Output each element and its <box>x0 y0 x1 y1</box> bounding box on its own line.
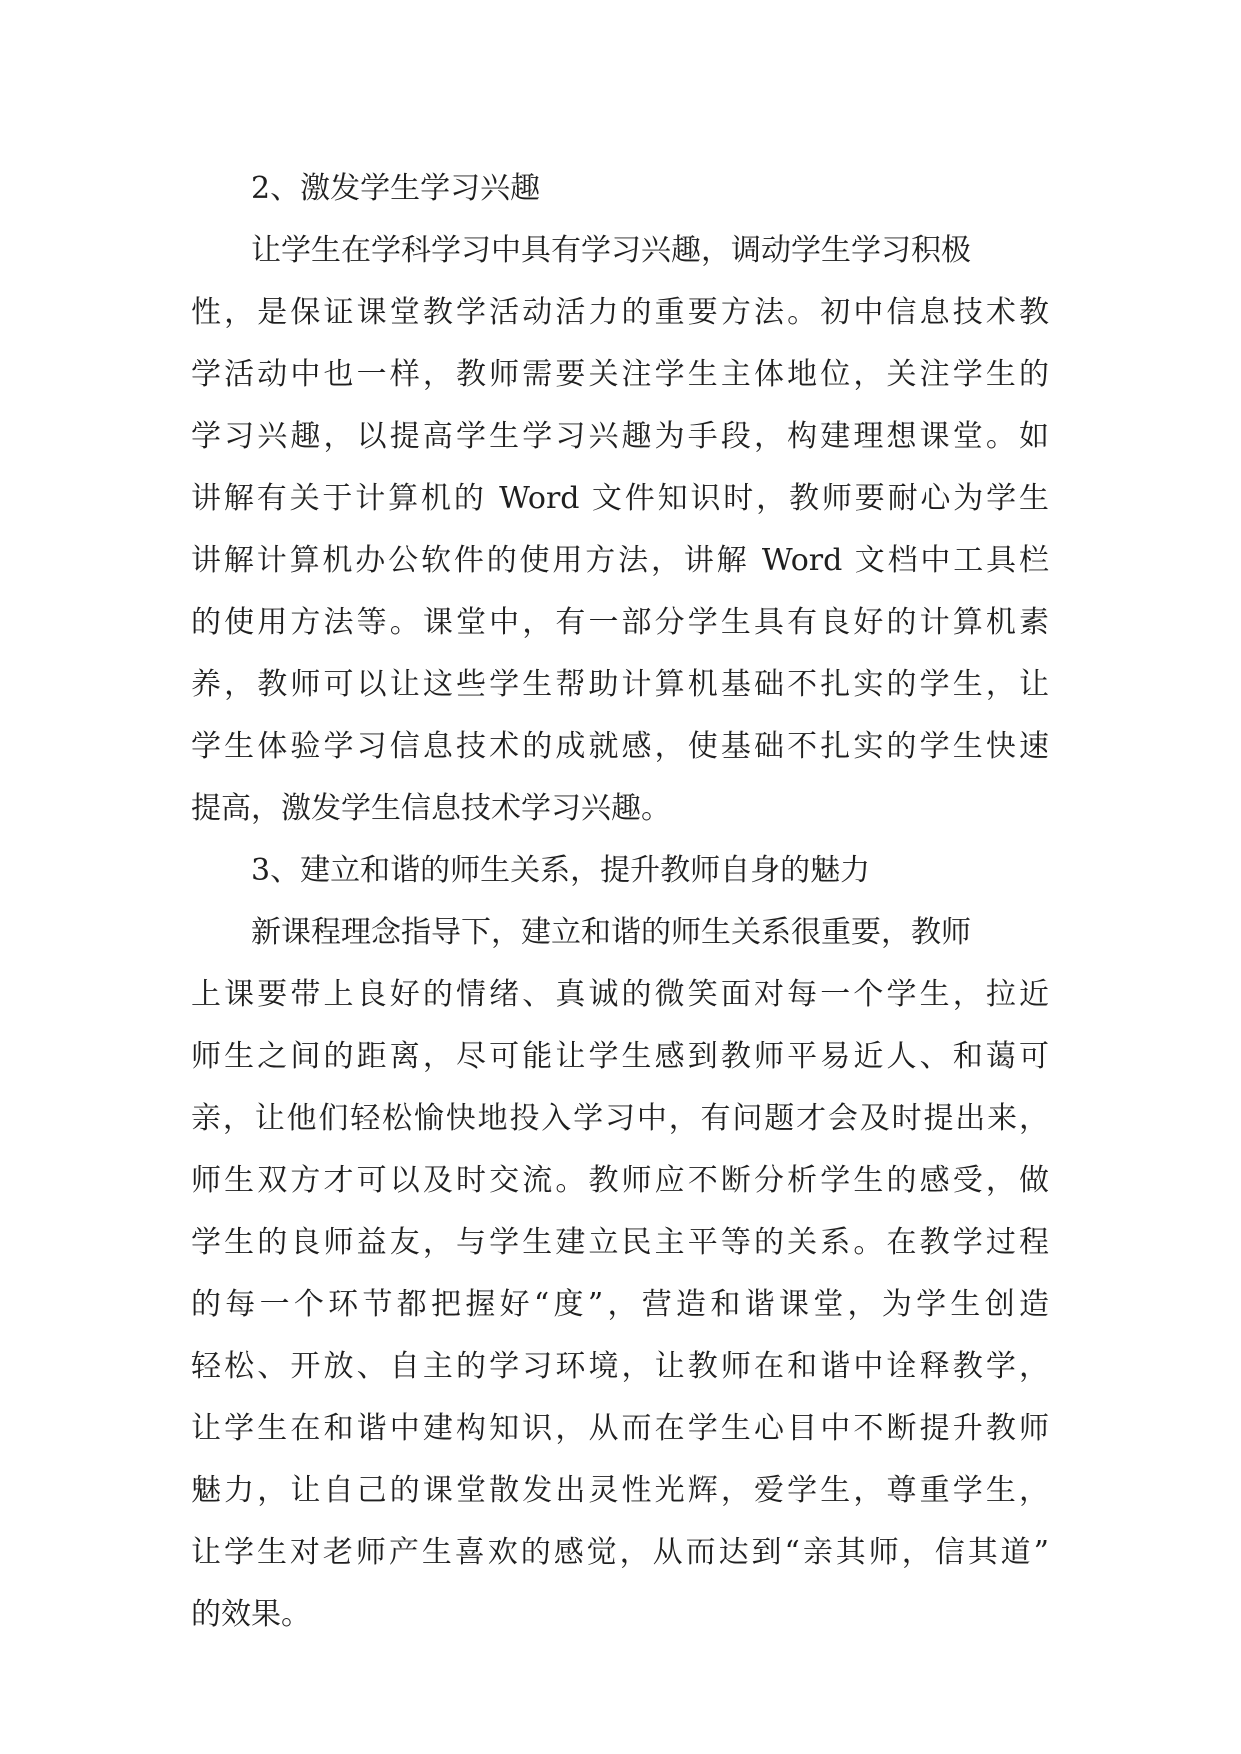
paragraph-line: 上课要带上良好的情绪、真诚的微笑面对每一个学生，拉近 <box>191 977 1049 1012</box>
document-body <box>191 158 1049 1646</box>
paragraph-interest <box>191 220 1049 840</box>
heading-line: 2、激发学生学习兴趣 <box>251 171 541 206</box>
section-heading-2 <box>191 158 1049 220</box>
paragraph-line: 学生的良师益友，与学生建立民主平等的关系。在教学过程 <box>191 1225 1049 1260</box>
paragraph-line: 魅力，让自己的课堂散发出灵性光辉，爱学生，尊重学生， <box>191 1473 1049 1508</box>
paragraph-line: 轻松、开放、自主的学习环境，让教师在和谐中诠释教学， <box>191 1349 1049 1384</box>
paragraph-line: 提高，激发学生信息技术学习兴趣。 <box>191 791 671 826</box>
paragraph-line: 的每一个环节都把握好“度”，营造和谐课堂，为学生创造 <box>191 1287 1049 1322</box>
paragraph-line: 讲解有关于计算机的 Word 文件知识时，教师要耐心为学生 <box>191 481 1049 516</box>
paragraph-line: 让学生对老师产生喜欢的感觉，从而达到“亲其师，信其道” <box>191 1535 1049 1570</box>
paragraph-line: 师生之间的距离，尽可能让学生感到教师平易近人、和蔼可 <box>191 1039 1049 1074</box>
paragraph-relationship <box>191 902 1049 1646</box>
paragraph-line: 新课程理念指导下，建立和谐的师生关系很重要，教师 <box>251 915 971 950</box>
paragraph-line: 学活动中也一样，教师需要关注学生主体地位，关注学生的 <box>191 357 1049 392</box>
paragraph-line: 亲，让他们轻松愉快地投入学习中，有问题才会及时提出来， <box>191 1101 1049 1136</box>
paragraph-line: 学生体验学习信息技术的成就感，使基础不扎实的学生快速 <box>191 729 1049 764</box>
paragraph-line: 师生双方才可以及时交流。教师应不断分析学生的感受，做 <box>191 1163 1049 1198</box>
paragraph-line: 让学生在和谐中建构知识，从而在学生心目中不断提升教师 <box>191 1411 1049 1446</box>
paragraph-line: 养，教师可以让这些学生帮助计算机基础不扎实的学生，让 <box>191 667 1049 702</box>
paragraph-line: 学习兴趣，以提高学生学习兴趣为手段，构建理想课堂。如 <box>191 419 1049 454</box>
paragraph-line: 的使用方法等。课堂中，有一部分学生具有良好的计算机素 <box>191 605 1049 640</box>
paragraph-line: 让学生在学科学习中具有学习兴趣，调动学生学习积极 <box>251 233 971 268</box>
paragraph-line: 性，是保证课堂教学活动活力的重要方法。初中信息技术教 <box>191 295 1049 330</box>
section-heading-3 <box>191 840 1049 902</box>
paragraph-line: 讲解计算机办公软件的使用方法，讲解 Word 文档中工具栏 <box>191 543 1049 578</box>
heading-line: 3、建立和谐的师生关系，提升教师自身的魅力 <box>251 853 871 888</box>
paragraph-line: 的效果。 <box>191 1597 311 1632</box>
